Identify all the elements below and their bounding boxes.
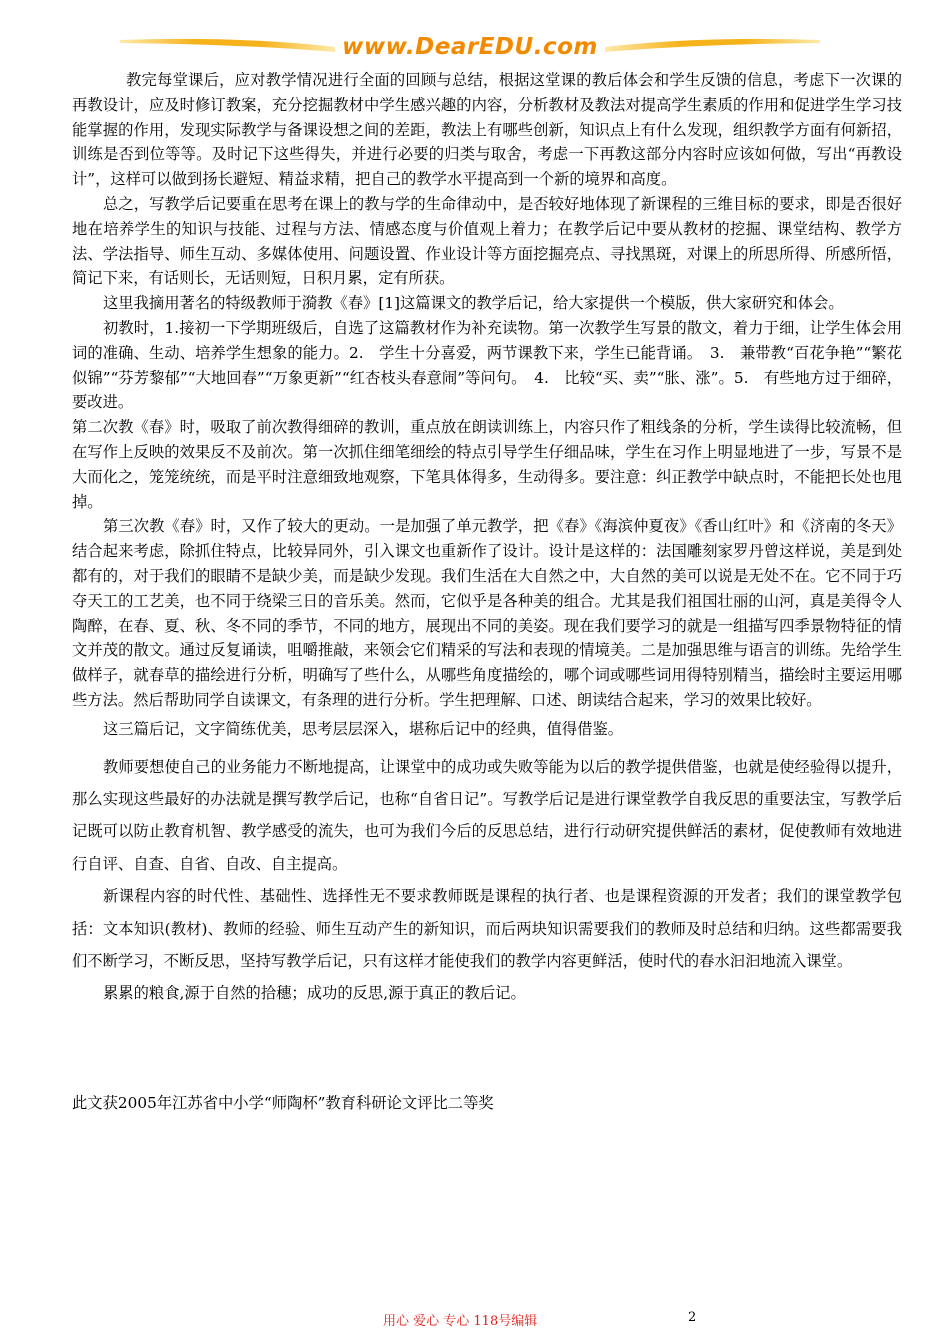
page-number: 2 [688,1310,697,1325]
paragraph-new-curriculum: 新课程内容的时代性、基础性、选择性无不要求教师既是课程的执行者、也是课程资源的开发者；我们的课堂教学包括：文本知识(教材)、教师的经验、师生互动产生的新知识，而后两块知识需要我们的教师及时总结和归纳。这些都需要我们不断学习，不断反思，坚持写教学后记，只有这样才能使我们的教学内容更鲜活，使时代的春水汩汩地流入课堂。 [72,887,902,970]
footer-note: 用心 爱心 专心 118号编辑 [383,1314,538,1329]
site-logo: www.DearEDU.com [342,34,598,60]
paragraph-summary: 总之，写教学后记要重在思考在课上的教与学的生命律动中，是否较好地体现了新课程的三维目标的要求，即是否很好地在培养学生的知识与技能、过程与方法、情感态度与价值观上着力；在教学后记中要从教材的挖掘、课堂结构、教学方法、学法指导、师生互动、多媒体使用、问题设置、作业设计等方面挖掘亮点、寻找黑斑，对课上的所思所得、所感所悟，简记下来，有话则长，无话则短，日积月累，定有所获。 [72,194,902,288]
paragraph-closing: 累累的粮食,源于自然的拾穗；成功的反思,源于真正的教后记。 [103,984,526,1003]
page-footer [0,1310,950,1330]
paragraph-evaluation: 这三篇后记，文字简练优美，思考层层深入，堪称后记中的经典，值得借鉴。 [103,719,624,738]
award-note: 此文获2005年江苏省中小学“师陶杯”教育科研论文评比二等奖 [72,1094,494,1112]
paragraph-first-teaching: 初教时，1.接初一下学期班级后，自选了这篇教材作为补充读物。第一次教学生写景的散文，着力于细，让学生体会用词的准确、生动、培养学生想象的能力。2. 学生十分喜爱，两节课教下来，学生已能背诵。 3. 兼带教“百花争艳”“繁花似锦”“芬芳黎郁”“大地回春”“万象更新”“红杏枝头春意闹”等问句。 4. 比较“买、卖”“胀、涨”。5. 有些地方过于细碎，要改进。 [72,318,902,412]
paragraph-teacher-growth: 教师要想使自己的业务能力不断地提高，让课堂中的成功或失败等能为以后的教学提供借鉴，也就是使经验得以提升，那么实现这些最好的办法就是撰写教学后记，也称“自省日记”。写教学后记是进行课堂教学自我反思的重要法宝，写教学后记既可以防止教育机智、教学感受的流失，也可为我们今后的反思总结，进行行动研究提供鲜活的素材，促使教师有效地进行自评、自查、自省、自改、自主提高。 [72,757,902,873]
paragraph-reteach-design: 教完每堂课后，应对教学情况进行全面的回顾与总结，根据这堂课的教后体会和学生反馈的信息，考虑下一次课的再教设计，应及时修订教案，充分挖掘教材中学生感兴趣的内容，分析教材及教法对提高学生素质的作用和促进学生学习技能掌握的作用，发现实际教学与备课设想之间的差距，教法上有哪些创新，知识点上有什么发现，组织教学方面有何新招，训练是否到位等等。及时记下这些得失，并进行必要的归类与取舍，考虑一下再教这部分内容时应该如何做，写出“再教设计”，这样可以做到扬长避短、精益求精，把自己的教学水平提高到一个新的境界和高度。 [72,71,902,189]
paragraph-second-teaching: 第二次教《春》时，吸取了前次教得细碎的教训，重点放在朗读训练上，内容只作了粗线条的分析，学生读得比较流畅，但在写作上反映的效果反不及前次。第一次抓住细笔细绘的特点引导学生仔细品味，学生在习作上明显地进了一步，写景不是大而化之，笼笼统统，而是平时注意细致地观察，下笔具体得多，生动得多。要注意：纠正教学中缺点时，不能把长处也甩掉。 [72,418,902,511]
page-header [120,30,820,66]
paragraph-example-intro: 这里我摘用著名的特级教师于漪教《春》[1]这篇课文的教学后记，给大家提供一个模版，供大家研究和体会。 [103,294,844,313]
paragraph-third-teaching: 第三次教《春》时，又作了较大的更动。一是加强了单元教学，把《春》《海滨仲夏夜》《香山红叶》和《济南的冬天》结合起来考虑，除抓住特点，比较异同外，引入课文也重新作了设计。设计是这样的：法国雕刻家罗丹曾这样说，美是到处都有的，对于我们的眼睛不是缺少美，而是缺少发现。我们生活在大自然之中，大自然的美可以说是无处不在。它不同于巧夺天工的工艺美，也不同于绕梁三日的音乐美。然而，它似乎是各种美的组合。尤其是我们祖国壮丽的山河，真是美得令人陶醉，在春、夏、秋、冬不同的季节，不同的地方，展现出不同的美姿。现在我们要学习的就是一组描写四季景物特征的情文并茂的散文。通过反复诵读，咀嚼推敲，来领会它们精采的写法和表现的情境美。二是加强思维与语言的训练。先给学生做样子，就春草的描绘进行分析，明确写了些什么，从哪些角度描绘的，哪个词或哪些词用得特别精当，描绘时主要运用哪些方法。然后帮助同学自读课文，有条理的进行分析。学生把理解、口述、朗读结合起来，学习的效果比较好。 [72,517,902,709]
article-body [72,68,902,1010]
